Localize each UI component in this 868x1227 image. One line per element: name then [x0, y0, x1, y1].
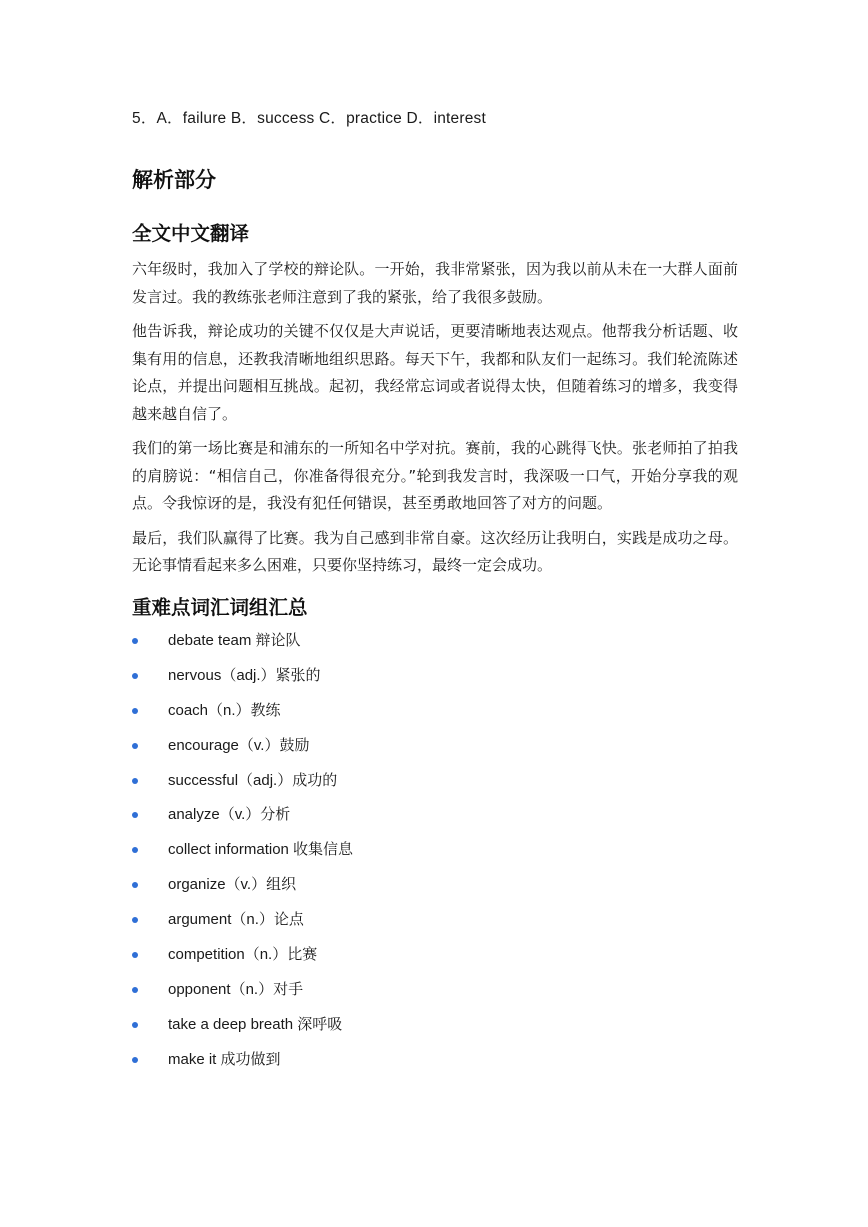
vocabulary-term: collect information 收集信息: [168, 841, 354, 859]
bullet-icon: [132, 673, 138, 679]
bullet-icon: [132, 1022, 138, 1028]
vocabulary-item: [132, 873, 297, 908]
translation-paragraph: 六年级时，我加入了学校的辩论队。一开始，我非常紧张，因为我以前从未在一大群人面前发言过。我的教练张老师注意到了我的紧张，给了我很多鼓励。: [132, 260, 738, 306]
vocabulary-term: take a deep breath 深呼吸: [168, 1015, 343, 1033]
vocabulary-list: [132, 629, 354, 1083]
vocabulary-item: [132, 664, 321, 699]
vocabulary-item: [132, 1013, 343, 1048]
bullet-icon: [132, 638, 138, 644]
bullet-icon: [132, 847, 138, 853]
vocabulary-term: make it 成功做到: [168, 1050, 281, 1068]
vocabulary-item: [132, 803, 291, 838]
bullet-icon: [132, 882, 138, 888]
vocabulary-term: opponent（n.）对手: [168, 980, 304, 998]
bullet-icon: [132, 1057, 138, 1063]
vocabulary-term: competition（n.）比赛: [168, 946, 318, 964]
translation-paragraph: 最后，我们队赢得了比赛。我为自己感到非常自豪。这次经历让我明白，实践是成功之母。无论事情看起来多么困难，只要你坚持练习，最终一定会成功。: [132, 528, 738, 574]
vocabulary-item: [132, 629, 301, 664]
vocabulary-item: [132, 1048, 281, 1083]
vocabulary-term: successful（adj.）成功的: [168, 771, 338, 789]
vocabulary-term: encourage（v.）鼓励: [168, 736, 310, 754]
translation-body: [132, 256, 738, 587]
vocabulary-heading: 重难点词汇词组汇总: [132, 596, 308, 619]
vocabulary-item: [132, 943, 318, 978]
vocabulary-term: analyze（v.）分析: [168, 806, 291, 824]
vocabulary-item: [132, 734, 310, 769]
translation-paragraph: 他告诉我，辩论成功的关键不仅仅是大声说话，更要清晰地表达观点。他帮我分析话题、收集有用的信息，还教我清晰地组织思路。每天下午，我都和队友们一起练习。我们轮流陈述论点，并提出问题相互挑战。起初，我经常忘词或者说得太快，但随着练习的增多，我变得越来越自信了。: [132, 322, 738, 423]
bullet-icon: [132, 812, 138, 818]
bullet-icon: [132, 778, 138, 784]
translation-paragraph: 我们的第一场比赛是和浦东的一所知名中学对抗。赛前，我的心跳得飞快。张老师拍了拍我的肩膀说：“相信自己，你准备得很充分。”轮到我发言时，我深吸一口气，开始分享我的观点。令我惊讶的是，我没有犯任何错误，甚至勇敢地回答了对方的问题。: [132, 439, 738, 512]
bullet-icon: [132, 917, 138, 923]
vocabulary-term: debate team 辩论队: [168, 632, 301, 649]
bullet-icon: [132, 708, 138, 714]
vocabulary-term: organize（v.）组织: [168, 876, 297, 894]
translation-heading: 全文中文翻译: [132, 222, 250, 245]
question-options-line: 5．A．failure B．success C．practice D．interest: [132, 110, 487, 127]
vocabulary-item: [132, 908, 304, 943]
bullet-icon: [132, 743, 138, 749]
vocabulary-item: [132, 978, 304, 1013]
analysis-heading: 解析部分: [132, 168, 216, 192]
bullet-icon: [132, 987, 138, 993]
vocabulary-item: [132, 838, 354, 873]
bullet-icon: [132, 952, 138, 958]
vocabulary-term: nervous（adj.）紧张的: [168, 666, 321, 684]
vocabulary-item: [132, 699, 281, 734]
vocabulary-term: coach（n.）教练: [168, 701, 281, 719]
vocabulary-item: [132, 769, 338, 804]
vocabulary-term: argument（n.）论点: [168, 911, 304, 929]
